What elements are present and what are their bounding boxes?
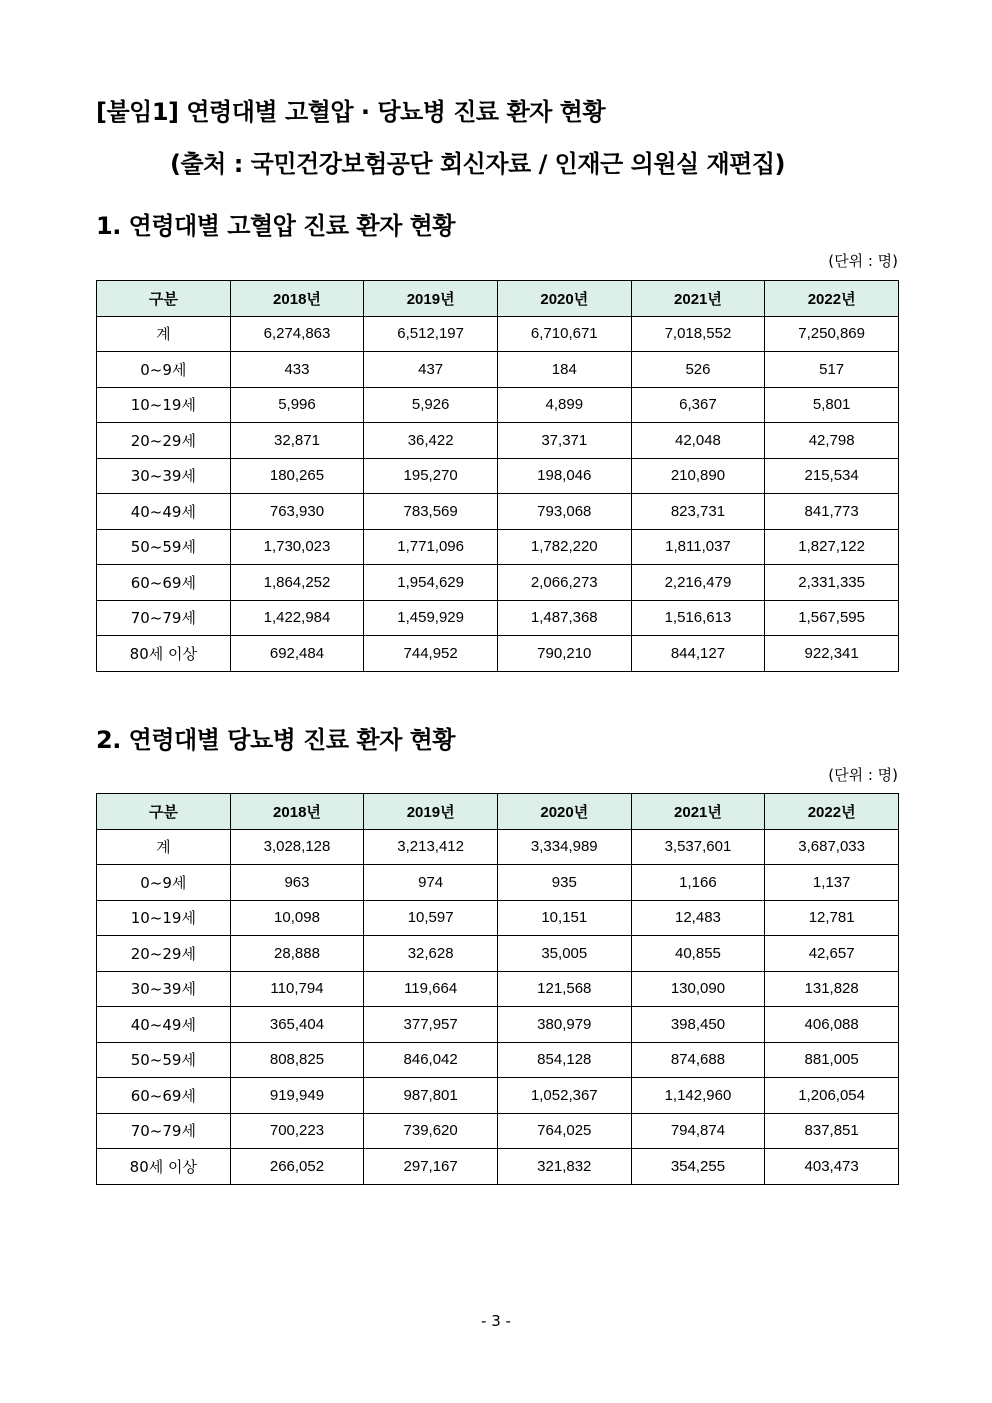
row-label: 0~9세 bbox=[97, 352, 231, 388]
column-header: 2022년 bbox=[765, 794, 899, 830]
table-cell: 184 bbox=[497, 352, 631, 388]
table-cell: 517 bbox=[765, 352, 899, 388]
column-header: 구분 bbox=[97, 281, 231, 317]
row-label: 0~9세 bbox=[97, 865, 231, 901]
table-cell: 380,979 bbox=[497, 1007, 631, 1043]
table-row bbox=[97, 529, 899, 565]
table-cell: 5,801 bbox=[765, 387, 899, 423]
row-label: 70~79세 bbox=[97, 600, 231, 636]
page-number: - 3 - bbox=[481, 1312, 511, 1330]
table-cell: 12,781 bbox=[765, 900, 899, 936]
table-row bbox=[97, 316, 899, 352]
table-row bbox=[97, 565, 899, 601]
table-cell: 36,422 bbox=[364, 423, 498, 459]
section-2-unit: (단위 : 명) bbox=[828, 766, 898, 784]
table-cell: 6,512,197 bbox=[364, 316, 498, 352]
table-cell: 3,537,601 bbox=[631, 829, 765, 865]
table-cell: 1,827,122 bbox=[765, 529, 899, 565]
table-row bbox=[97, 458, 899, 494]
table-cell: 2,216,479 bbox=[631, 565, 765, 601]
table-row bbox=[97, 387, 899, 423]
table-cell: 1,811,037 bbox=[631, 529, 765, 565]
table-cell: 764,025 bbox=[497, 1113, 631, 1149]
table-cell: 215,534 bbox=[765, 458, 899, 494]
section-2-title: 2. 연령대별 당뇨병 진료 환자 현황 bbox=[96, 726, 455, 754]
table-cell: 854,128 bbox=[497, 1042, 631, 1078]
column-header: 2020년 bbox=[497, 794, 631, 830]
source-note: (출처 : 국민건강보험공단 회신자료 / 인재근 의원실 재편집) bbox=[170, 150, 786, 178]
table-cell: 3,334,989 bbox=[497, 829, 631, 865]
table-cell: 919,949 bbox=[230, 1078, 364, 1114]
table-cell: 881,005 bbox=[765, 1042, 899, 1078]
table-cell: 398,450 bbox=[631, 1007, 765, 1043]
table-cell: 121,568 bbox=[497, 971, 631, 1007]
table-cell: 808,825 bbox=[230, 1042, 364, 1078]
table-row bbox=[97, 971, 899, 1007]
table-cell: 3,687,033 bbox=[765, 829, 899, 865]
table-cell: 10,151 bbox=[497, 900, 631, 936]
table-cell: 1,567,595 bbox=[765, 600, 899, 636]
table-cell: 837,851 bbox=[765, 1113, 899, 1149]
row-label: 70~79세 bbox=[97, 1113, 231, 1149]
table-cell: 526 bbox=[631, 352, 765, 388]
table-cell: 40,855 bbox=[631, 936, 765, 972]
table-cell: 987,801 bbox=[364, 1078, 498, 1114]
row-label: 20~29세 bbox=[97, 936, 231, 972]
table-cell: 180,265 bbox=[230, 458, 364, 494]
section-1-unit: (단위 : 명) bbox=[828, 252, 898, 270]
table-cell: 12,483 bbox=[631, 900, 765, 936]
attachment-title: [붙임1] 연령대별 고혈압 · 당뇨병 진료 환자 현황 bbox=[96, 98, 606, 126]
table-cell: 28,888 bbox=[230, 936, 364, 972]
table-cell: 32,628 bbox=[364, 936, 498, 972]
table-cell: 1,516,613 bbox=[631, 600, 765, 636]
table-cell: 131,828 bbox=[765, 971, 899, 1007]
row-label: 10~19세 bbox=[97, 387, 231, 423]
table-row bbox=[97, 1113, 899, 1149]
table-row bbox=[97, 865, 899, 901]
table-cell: 1,206,054 bbox=[765, 1078, 899, 1114]
column-header: 구분 bbox=[97, 794, 231, 830]
table-cell: 6,274,863 bbox=[230, 316, 364, 352]
table-cell: 32,871 bbox=[230, 423, 364, 459]
diabetes-table bbox=[96, 793, 899, 1185]
table-header-row bbox=[97, 794, 899, 830]
table-cell: 1,052,367 bbox=[497, 1078, 631, 1114]
table-cell: 823,731 bbox=[631, 494, 765, 530]
column-header: 2021년 bbox=[631, 281, 765, 317]
hypertension-table bbox=[96, 280, 899, 672]
table-cell: 10,597 bbox=[364, 900, 498, 936]
table-row bbox=[97, 1149, 899, 1185]
row-label: 30~39세 bbox=[97, 458, 231, 494]
table-cell: 406,088 bbox=[765, 1007, 899, 1043]
table-cell: 365,404 bbox=[230, 1007, 364, 1043]
table-cell: 763,930 bbox=[230, 494, 364, 530]
table-cell: 10,098 bbox=[230, 900, 364, 936]
row-label: 40~49세 bbox=[97, 1007, 231, 1043]
table-cell: 874,688 bbox=[631, 1042, 765, 1078]
table-cell: 1,137 bbox=[765, 865, 899, 901]
table-cell: 846,042 bbox=[364, 1042, 498, 1078]
table-cell: 744,952 bbox=[364, 636, 498, 672]
table-cell: 739,620 bbox=[364, 1113, 498, 1149]
row-label: 50~59세 bbox=[97, 529, 231, 565]
table-cell: 794,874 bbox=[631, 1113, 765, 1149]
table-row bbox=[97, 636, 899, 672]
table-cell: 3,028,128 bbox=[230, 829, 364, 865]
table-cell: 783,569 bbox=[364, 494, 498, 530]
table-cell: 692,484 bbox=[230, 636, 364, 672]
table-cell: 922,341 bbox=[765, 636, 899, 672]
table-cell: 1,771,096 bbox=[364, 529, 498, 565]
table-cell: 7,250,869 bbox=[765, 316, 899, 352]
table-cell: 1,459,929 bbox=[364, 600, 498, 636]
table-cell: 1,422,984 bbox=[230, 600, 364, 636]
table-cell: 3,213,412 bbox=[364, 829, 498, 865]
table-cell: 790,210 bbox=[497, 636, 631, 672]
table-cell: 1,730,023 bbox=[230, 529, 364, 565]
table-cell: 1,166 bbox=[631, 865, 765, 901]
row-label: 계 bbox=[97, 829, 231, 865]
section-1-title: 1. 연령대별 고혈압 진료 환자 현황 bbox=[96, 212, 455, 240]
table-cell: 2,331,335 bbox=[765, 565, 899, 601]
table-cell: 935 bbox=[497, 865, 631, 901]
table-cell: 354,255 bbox=[631, 1149, 765, 1185]
table-cell: 7,018,552 bbox=[631, 316, 765, 352]
table-row bbox=[97, 829, 899, 865]
table-row bbox=[97, 1007, 899, 1043]
table-cell: 1,142,960 bbox=[631, 1078, 765, 1114]
table-cell: 6,367 bbox=[631, 387, 765, 423]
table-cell: 433 bbox=[230, 352, 364, 388]
row-label: 10~19세 bbox=[97, 900, 231, 936]
row-label: 50~59세 bbox=[97, 1042, 231, 1078]
table-cell: 119,664 bbox=[364, 971, 498, 1007]
table-cell: 198,046 bbox=[497, 458, 631, 494]
column-header: 2018년 bbox=[230, 794, 364, 830]
table-row bbox=[97, 936, 899, 972]
table-row bbox=[97, 423, 899, 459]
table-row bbox=[97, 1042, 899, 1078]
table-cell: 1,782,220 bbox=[497, 529, 631, 565]
table-cell: 266,052 bbox=[230, 1149, 364, 1185]
table-cell: 377,957 bbox=[364, 1007, 498, 1043]
row-label: 80세 이상 bbox=[97, 1149, 231, 1185]
row-label: 20~29세 bbox=[97, 423, 231, 459]
table-cell: 5,996 bbox=[230, 387, 364, 423]
table-cell: 793,068 bbox=[497, 494, 631, 530]
table-row bbox=[97, 494, 899, 530]
table-cell: 2,066,273 bbox=[497, 565, 631, 601]
table-cell: 42,798 bbox=[765, 423, 899, 459]
table-cell: 35,005 bbox=[497, 936, 631, 972]
column-header: 2022년 bbox=[765, 281, 899, 317]
row-label: 80세 이상 bbox=[97, 636, 231, 672]
table-cell: 403,473 bbox=[765, 1149, 899, 1185]
table-cell: 5,926 bbox=[364, 387, 498, 423]
table-cell: 844,127 bbox=[631, 636, 765, 672]
table-cell: 974 bbox=[364, 865, 498, 901]
table-cell: 437 bbox=[364, 352, 498, 388]
table-header-row bbox=[97, 281, 899, 317]
table-cell: 841,773 bbox=[765, 494, 899, 530]
table-cell: 42,657 bbox=[765, 936, 899, 972]
column-header: 2021년 bbox=[631, 794, 765, 830]
table-cell: 4,899 bbox=[497, 387, 631, 423]
table-row bbox=[97, 900, 899, 936]
table-cell: 37,371 bbox=[497, 423, 631, 459]
column-header: 2018년 bbox=[230, 281, 364, 317]
row-label: 40~49세 bbox=[97, 494, 231, 530]
column-header: 2019년 bbox=[364, 281, 498, 317]
table-cell: 297,167 bbox=[364, 1149, 498, 1185]
table-cell: 195,270 bbox=[364, 458, 498, 494]
table-cell: 110,794 bbox=[230, 971, 364, 1007]
column-header: 2019년 bbox=[364, 794, 498, 830]
table-row bbox=[97, 1078, 899, 1114]
table-cell: 1,487,368 bbox=[497, 600, 631, 636]
row-label: 계 bbox=[97, 316, 231, 352]
table-cell: 130,090 bbox=[631, 971, 765, 1007]
table-row bbox=[97, 352, 899, 388]
table-cell: 963 bbox=[230, 865, 364, 901]
table-cell: 210,890 bbox=[631, 458, 765, 494]
row-label: 30~39세 bbox=[97, 971, 231, 1007]
table-cell: 6,710,671 bbox=[497, 316, 631, 352]
table-cell: 42,048 bbox=[631, 423, 765, 459]
table-cell: 700,223 bbox=[230, 1113, 364, 1149]
table-row bbox=[97, 600, 899, 636]
table-cell: 321,832 bbox=[497, 1149, 631, 1185]
row-label: 60~69세 bbox=[97, 565, 231, 601]
row-label: 60~69세 bbox=[97, 1078, 231, 1114]
column-header: 2020년 bbox=[497, 281, 631, 317]
table-cell: 1,864,252 bbox=[230, 565, 364, 601]
table-cell: 1,954,629 bbox=[364, 565, 498, 601]
